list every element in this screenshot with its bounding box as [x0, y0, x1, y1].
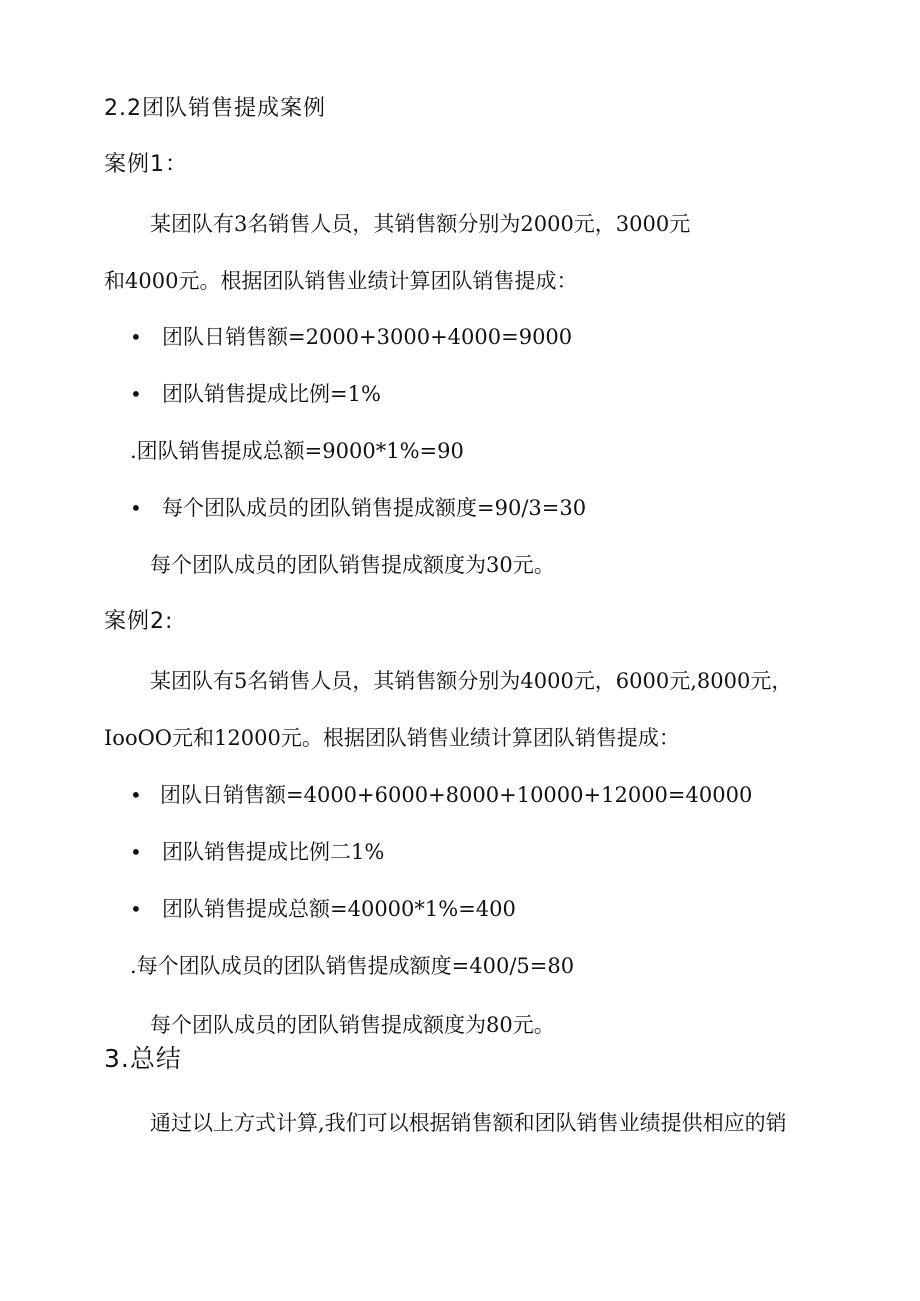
case1-paragraph-line1: 某团队有3名销售人员，其销售额分别为2000元，3000元 — [150, 212, 691, 236]
bullet-icon: • — [130, 897, 142, 921]
case2-item-commission-total: 团队销售提成总额=40000*1%=400 — [162, 897, 516, 921]
case2-item-commission-rate: 团队销售提成比例二1% — [162, 840, 385, 864]
bullet-icon: • — [130, 783, 142, 807]
section-heading: 2.2团队销售提成案例 — [104, 96, 326, 121]
case1-conclusion: 每个团队成员的团队销售提成额度为30元。 — [150, 553, 555, 577]
case1-item-commission-rate: 团队销售提成比例=1% — [162, 382, 381, 406]
case2-paragraph-line2: IooOO元和12000元。根据团队销售业绩计算团队销售提成： — [104, 726, 680, 750]
summary-heading: 3.总结 — [104, 1044, 182, 1073]
bullet-icon: • — [130, 840, 142, 864]
case2-item-per-member: .每个团队成员的团队销售提成额度=400/5=80 — [130, 954, 575, 978]
case1-item-per-member: 每个团队成员的团队销售提成额度=90/3=30 — [162, 496, 587, 520]
case1-item-commission-total: .团队销售提成总额=9000*1%=90 — [130, 439, 464, 463]
case2-conclusion: 每个团队成员的团队销售提成额度为80元。 — [150, 1013, 555, 1037]
case2-item-daily-sales: 团队日销售额=4000+6000+8000+10000+12000=40000 — [160, 783, 753, 807]
case1-title: 案例1： — [104, 152, 188, 177]
bullet-icon: • — [130, 496, 142, 520]
case1-item-daily-sales: 团队日销售额=2000+3000+4000=9000 — [162, 325, 573, 349]
case2-paragraph-line1: 某团队有5名销售人员，其销售额分别为4000元，6000元,8000元， — [150, 669, 793, 693]
bullet-icon: • — [130, 325, 142, 349]
case2-title: 案例2: — [104, 609, 174, 634]
summary-paragraph-line1: 通过以上方式计算,我们可以根据销售额和团队销售业绩提供相应的销 — [150, 1111, 787, 1135]
bullet-icon: • — [130, 382, 142, 406]
case1-paragraph-line2: 和4000元。根据团队销售业绩计算团队销售提成： — [104, 269, 578, 293]
